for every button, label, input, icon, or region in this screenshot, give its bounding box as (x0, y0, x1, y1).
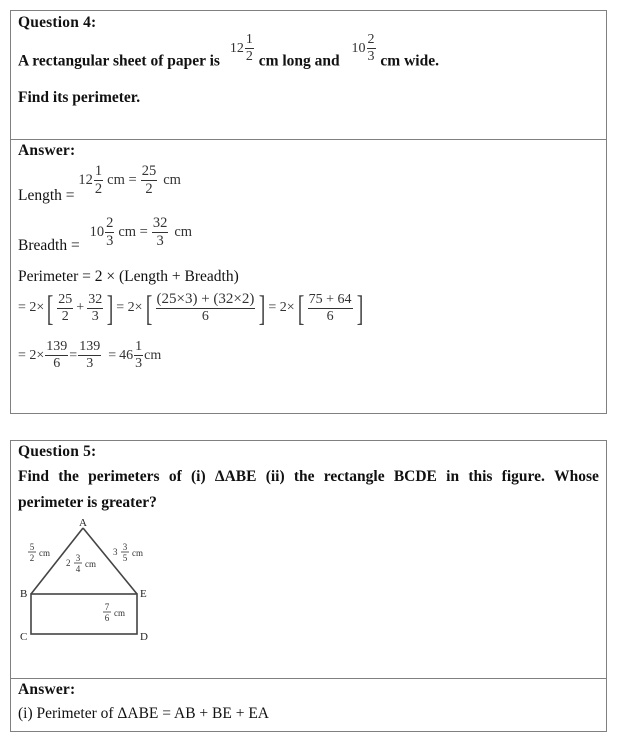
length-fraction (94, 164, 103, 196)
ae-num: 3 (122, 542, 128, 552)
q5-word: BCDE (393, 468, 437, 485)
step1-fraction-c (156, 292, 256, 324)
step2-eq: = (69, 347, 78, 363)
ed-unit: cm (114, 608, 125, 618)
step1-c-num: (25×3) + (32×2) (156, 291, 255, 307)
question-5-answer-section (11, 678, 606, 731)
be-whole: 2 (66, 558, 71, 568)
be-unit: cm (85, 559, 96, 569)
step2-fraction-a (45, 340, 68, 371)
q4-length-whole: 12 (229, 40, 244, 56)
q5-word: (ii) (265, 468, 285, 485)
vertex-c-label: C (20, 631, 28, 643)
q4-width-den: 3 (367, 49, 375, 64)
breadth-unit: cm (174, 223, 193, 240)
question-5-text-line1 (18, 468, 599, 486)
question-4-text-line2: Find its perimeter. (18, 89, 141, 106)
q4-width-mixed-fraction (352, 33, 377, 64)
q5-word: in (446, 468, 460, 485)
left-bracket-icon: [ (297, 288, 304, 328)
breadth-improper-fraction (152, 216, 169, 248)
calculation-step-2 (18, 340, 161, 371)
ed-den: 6 (104, 613, 110, 623)
vertex-a-label: A (79, 517, 87, 529)
answer-perimeter-abe: (i) Perimeter of ΔABE = AB + BE + EA (18, 705, 270, 722)
step1-eq3: = 2× (268, 300, 295, 315)
step2-result-fraction (134, 340, 143, 371)
perimeter-formula: Perimeter = 2 × (Length + Breadth) (18, 268, 239, 285)
step2-result-num: 1 (135, 339, 143, 354)
breadth-improper-num: 32 (152, 215, 168, 231)
step1-fraction-a (57, 293, 73, 324)
be-den: 4 (75, 564, 81, 574)
length-num: 1 (94, 163, 103, 179)
q5-word: figure. (501, 468, 545, 485)
vertex-b-label: B (20, 588, 28, 600)
right-bracket-icon: ] (106, 288, 114, 328)
breadth-improper-den: 3 (156, 232, 164, 249)
question-4-text-line1 (18, 32, 439, 78)
be-num: 3 (75, 553, 81, 563)
step1-fraction-d (308, 293, 353, 324)
q4-length-mixed-fraction (230, 33, 255, 64)
ab-num: 5 (29, 542, 35, 552)
step1-a-den: 2 (61, 308, 69, 324)
breadth-fraction (105, 216, 114, 248)
q5-word: (i) (190, 468, 206, 485)
length-expression (78, 164, 181, 196)
step2-result-den: 3 (135, 356, 143, 371)
ae-unit: cm (132, 548, 143, 558)
ab-unit: cm (39, 548, 50, 558)
question-4-answer-heading: Answer: (18, 142, 76, 159)
q5-word: ΔABE (214, 468, 257, 485)
right-bracket-icon: ] (259, 288, 266, 328)
question-4-heading: Question 4: (18, 14, 97, 31)
breadth-label: Breadth = (18, 236, 80, 254)
q4-text-mid: cm long and (258, 52, 340, 70)
breadth-expression (90, 216, 193, 248)
left-bracket-icon: [ (46, 288, 54, 328)
step1-prefix: = 2× (18, 300, 45, 315)
q5-word: this (468, 468, 493, 485)
house-figure (11, 517, 181, 647)
step1-plus: + (76, 300, 85, 315)
q5-word: rectangle (323, 468, 385, 485)
step1-d-num: 75 + 64 (308, 291, 352, 307)
ae-den: 5 (122, 553, 128, 563)
right-bracket-icon: ] (356, 288, 363, 328)
step1-a-num: 25 (58, 291, 73, 307)
step2-result-whole: 46 (119, 347, 134, 363)
ae-whole: 3 (113, 547, 118, 557)
breadth-cm-equals: cm = (118, 223, 148, 240)
question-4-section (11, 11, 606, 139)
q4-length-num: 1 (245, 32, 253, 47)
question-4-card (10, 10, 607, 414)
answer-breadth-line (18, 215, 193, 254)
q4-width-fraction (367, 33, 376, 64)
step2-eq2: = (108, 347, 117, 363)
length-improper-den: 2 (145, 180, 153, 197)
step1-d-den: 6 (326, 308, 334, 324)
step1-b-den: 3 (91, 308, 99, 324)
vertex-d-label: D (140, 631, 148, 643)
step1-eq2: = 2× (116, 300, 143, 315)
q5-word: perimeters (88, 468, 160, 485)
q4-length-den: 2 (245, 49, 253, 64)
q4-text-suffix: cm wide. (380, 52, 439, 70)
step2-prefix: = 2× (18, 347, 45, 363)
step1-b-num: 32 (88, 291, 103, 307)
question-5-text-line2: perimeter is greater? (18, 494, 157, 511)
vertex-e-label: E (140, 588, 147, 600)
length-den: 2 (94, 180, 103, 197)
q4-width-num: 2 (367, 32, 375, 47)
step2-unit: cm (144, 347, 162, 363)
q4-width-whole: 10 (351, 40, 366, 56)
answer-length-line (18, 163, 181, 204)
q5-word: the (58, 468, 79, 485)
ab-den: 2 (29, 553, 35, 563)
left-bracket-icon: [ (145, 288, 152, 328)
step2-b-den: 3 (86, 356, 94, 371)
step1-fraction-b (87, 293, 103, 324)
question-5-section (11, 441, 606, 678)
step1-c-den: 6 (201, 309, 209, 324)
q4-text-prefix: A rectangular sheet of paper is (18, 52, 220, 70)
length-whole: 12 (78, 171, 93, 188)
question-5-heading: Question 5: (18, 443, 97, 460)
breadth-den: 3 (106, 232, 114, 249)
length-unit: cm (163, 171, 181, 188)
q4-length-fraction (245, 33, 254, 64)
step2-fraction-b (78, 340, 101, 371)
question-5-answer-heading: Answer: (18, 681, 76, 698)
step2-a-den: 6 (53, 356, 61, 371)
q5-word: Whose (554, 468, 599, 485)
question-5-card (10, 440, 607, 732)
q5-word: Find (18, 468, 50, 485)
q5-word: of (168, 468, 182, 485)
length-label: Length = (18, 186, 75, 204)
question-4-answer-section (11, 139, 606, 413)
length-cm-equals: cm = (107, 171, 137, 188)
step2-a-num: 139 (46, 339, 68, 354)
length-improper-fraction (141, 164, 158, 196)
breadth-whole: 10 (89, 223, 105, 240)
ed-num: 7 (104, 602, 110, 612)
length-improper-num: 25 (141, 163, 157, 179)
breadth-num: 2 (106, 215, 114, 231)
q5-word: the (293, 468, 315, 485)
calculation-step-1 (18, 290, 366, 326)
step2-b-num: 139 (79, 339, 101, 354)
